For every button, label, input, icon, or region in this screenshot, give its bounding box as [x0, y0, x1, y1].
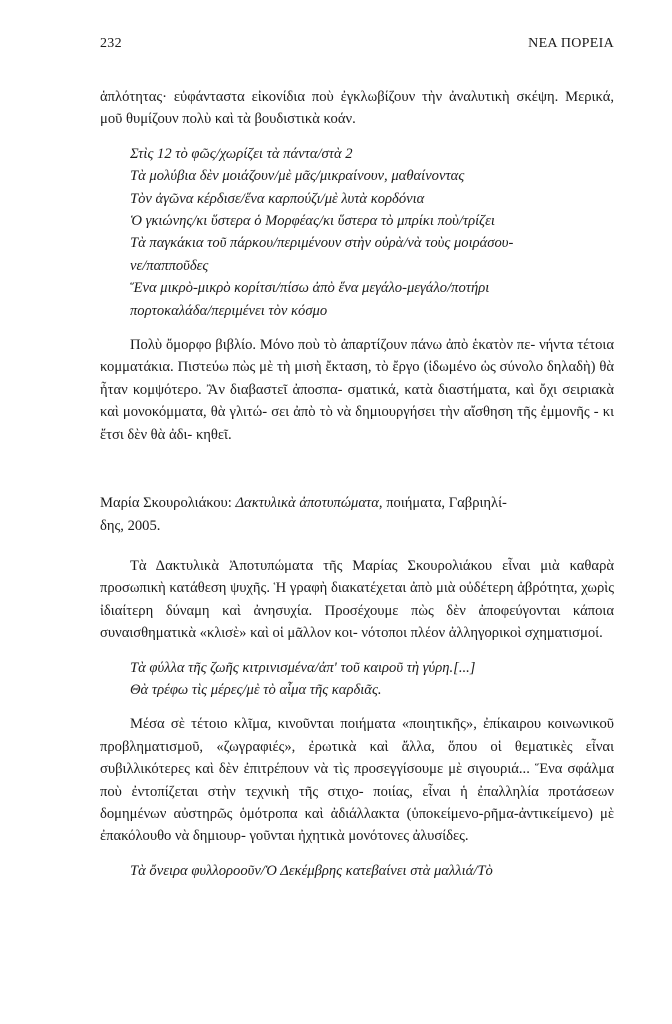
text-line: κηθεῖ. — [195, 426, 232, 443]
poem-line: Τὰ φύλλα τῆς ζωῆς κιτρινισμένα/ἀπ' τοῦ καιροῦ τὴ γύρη.[...] — [130, 659, 476, 676]
review-author: Μαρία Σκουρολιάκου: — [100, 495, 236, 512]
poem-line: Ἕνα μικρὸ-μικρὸ κορίτσι/πίσω ἀπὸ ἕνα μεγάλο-μεγάλο/ποτήρι — [130, 280, 490, 297]
review-heading — [100, 492, 614, 537]
paragraph-review-intro — [100, 555, 614, 645]
text-line: κοινωνικοῦ προβληματισμοῦ, «ζωγραφιές», ἐρωτικὰ καὶ ἄλλα, ὅπου οἱ — [100, 716, 614, 755]
text-line: Πολὺ ὄμορφο βιβλίο. Μόνο ποὺ τὸ ἀπαρτίζουν πάνω ἀπὸ ἑκατὸν πε- — [130, 337, 536, 354]
review-book-title: Δακτυλικὰ ἀποτυπώματα — [235, 495, 379, 512]
paragraph-review-critique — [100, 713, 614, 847]
poem-line: Τὰ παγκάκια τοῦ πάρκου/περιμένουν στὴν οὐρὰ/νὰ τοὺς μοιράσου- — [130, 235, 514, 252]
text-line: Μέσα σὲ τέτοιο κλῖμα, κινοῦνται ποιήματα «ποιητικῆς», ἐπίκαιρου — [130, 716, 542, 733]
poem-line: Ὁ γκιώνης/κι ὕστερα ὁ Μορφέας/κι ὕστερα τὸ μπρίκι ποὺ/τρίζει — [130, 213, 495, 230]
poem-excerpt-2 — [130, 657, 614, 702]
paragraph-assessment — [100, 334, 614, 446]
text-line: γοῦνται ἠχητικὰ μονότονες ἀλυσίδες. — [249, 828, 469, 845]
text-line: νήντα τέτοια κομματάκια. Πιστεύω πὼς μὲ τὴ μισὴ ἔκταση, τὸ ἔργο — [100, 337, 614, 376]
page-body — [100, 86, 614, 882]
poem-line: πορτοκαλάδα/περιμένει τὸν κόσμο — [130, 302, 328, 319]
page-header — [100, 36, 614, 52]
text-line: σματικά, κατὰ διαστήματα, καὶ ὄχι σειριακὰ καὶ μονοκόμματα, θὰ γλιτώ- — [100, 381, 614, 421]
text-line: θεματικὲς εἶναι συβιλλικότερες καὶ δὲν ἐπιτρέπουν νὰ τὶς προσεγγίσουμε — [100, 738, 614, 778]
text-line: ἀδιάλλακτα (ὑποκείμενο-ρῆμα-ἀντικείμενο) μὲ ἐπακόλουθο νὰ δημιουρ- — [100, 805, 614, 845]
text-line: πὼς δὲν ἀποφεύγονται κάποια συναισθηματικὰ «κλισὲ» καὶ οἱ μᾶλλον κοι- — [100, 602, 614, 642]
text-line: νότοποι πλέον ἀλληγορικοὶ σχηματισμοί. — [361, 625, 603, 642]
review-details-cont: δης, 2005. — [100, 517, 161, 534]
text-line: Μερικά, μοῦ θυμίζουν πολὺ καὶ τὰ βουδιστικὰ κοάν. — [100, 89, 614, 128]
page-number: 232 — [100, 36, 122, 51]
text-line: καθαρὰ προσωπικὴ κατάθεση ψυχῆς. Ἡ γραφὴ διακατέχεται ἀπὸ μιὰ — [100, 557, 614, 597]
text-line: (ἰδωμένο ὡς σύνολο δηλαδὴ) θὰ ἦταν κομψότερο. Ἂν διαβαστεῖ ἀποσπα- — [100, 359, 614, 398]
poem-line: Στὶς 12 τὸ φῶς/χωρίζει τὰ πάντα/στὰ 2 — [130, 145, 353, 162]
text-line: σει ἀπὸ τὸ νὰ δημιουργήσει τὴν αἴσθηση τῆς ἐμμονῆς - κι ἔτσι δὲν θὰ ἀδι- — [100, 404, 614, 443]
text-line: ἁπλότητας· εὐφάνταστα εἰκονίδια ποὺ ἐγκλωβίζουν τὴν ἀναλυτικὴ σκέψη. — [100, 89, 559, 105]
poem-line: Τὸν ἀγῶνα κέρδισε/ἕνα καρπούζι/μὲ λυτὰ κορδόνια — [130, 190, 425, 207]
text-line: Τὰ ὄνειρα φυλλοροοῦν/Ὁ Δεκέμβρης κατεβαίνει στὰ μαλλιά/Τὸ — [130, 862, 493, 879]
review-details: , ποιήματα, Γαβριηλί- — [378, 495, 507, 512]
poem-line: Τὰ μολύβια δὲν μοιάζουν/μὲ μᾶς/μικραίνουν, μαθαίνοντας — [130, 168, 465, 185]
text-line: Τὰ Δακτυλικὰ Ἀποτυπώματα τῆς Μαρίας Σκουρολιάκου εἶναι μιὰ — [130, 557, 560, 574]
poem-excerpt-1 — [130, 143, 614, 322]
text-line: ποιίας, εἶναι ἡ ἐπαλληλία προτάσεων δομημένων αὐστηρῶς ὁμότροπα καὶ — [100, 783, 614, 822]
poem-line: Θὰ τρέφω τὶς μέρες/μὲ τὸ αἷμα τῆς καρδιᾶς. — [130, 681, 382, 698]
running-title: ΝΕΑ ΠΟΡΕΙΑ — [528, 36, 614, 51]
paragraph-continuation — [100, 86, 614, 131]
poem-line: νε/παπποῦδες — [130, 257, 209, 274]
paragraph-quote-start — [100, 860, 614, 882]
text-line: οὐδέτερη ἀβρότητα, χωρὶς ἰδιαίτερη δύναμη καὶ ἀνησυχία. Προσέχουμε — [100, 580, 614, 619]
text-line: μὲ σιγουριά... Ἕνα σφάλμα ποὺ ἐντοπίζεται στὴν τεχνικὴ τῆς στιχο- — [100, 761, 614, 800]
